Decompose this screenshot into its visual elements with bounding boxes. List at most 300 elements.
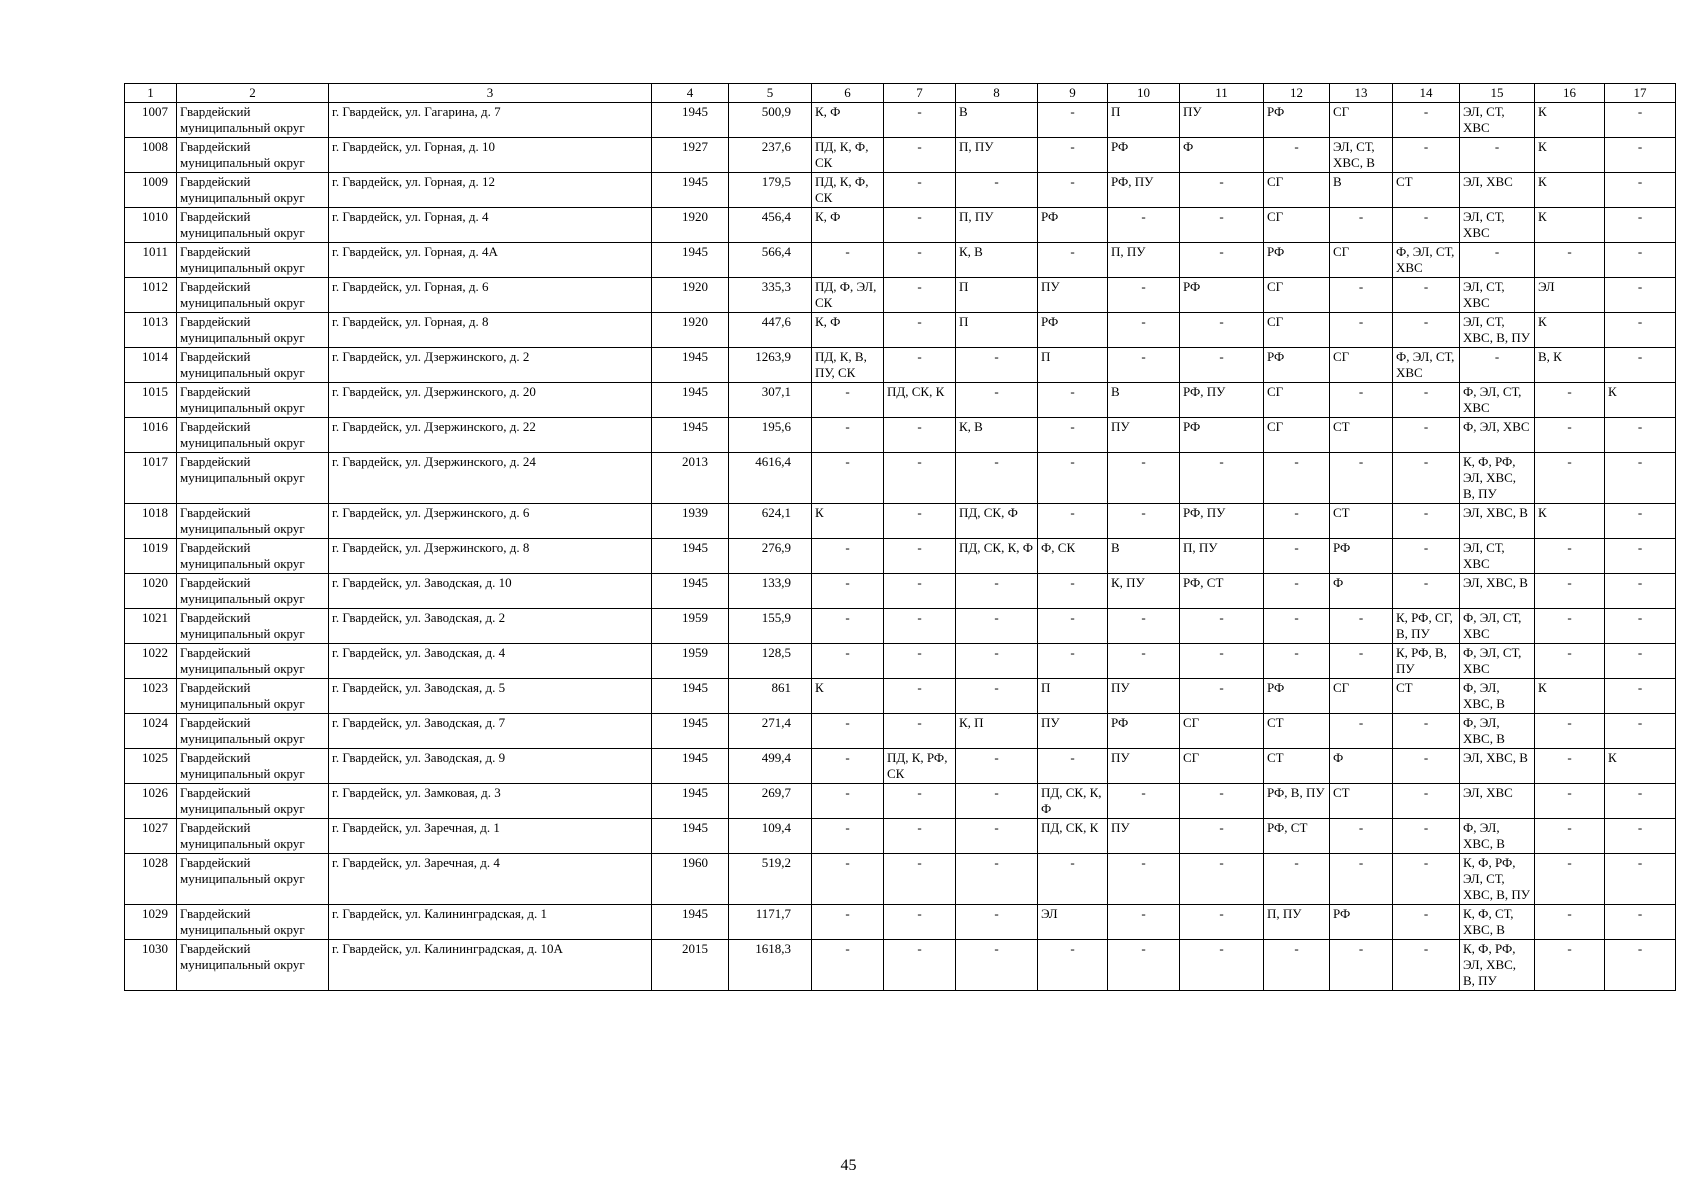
- table-row: [125, 383, 1676, 418]
- cell-col-15: Ф, ЭЛ, ХВС, В: [1460, 679, 1535, 714]
- cell-col-16: -: [1535, 749, 1605, 784]
- cell-address: г. Гвардейск, ул. Дзержинского, д. 22: [329, 418, 652, 453]
- cell-col-7: -: [884, 453, 956, 504]
- cell-col-7: -: [884, 138, 956, 173]
- cell-area: 1171,7: [729, 905, 812, 940]
- cell-col-6: К: [812, 504, 884, 539]
- table-row: [125, 243, 1676, 278]
- cell-col-16: К: [1535, 313, 1605, 348]
- cell-build-year: 1945: [652, 173, 729, 208]
- cell-col-13: СГ: [1330, 348, 1393, 383]
- cell-col-15: Ф, ЭЛ, ХВС: [1460, 418, 1535, 453]
- cell-address: г. Гвардейск, ул. Заводская, д. 5: [329, 679, 652, 714]
- cell-col-14: -: [1393, 574, 1460, 609]
- cell-build-year: 1945: [652, 539, 729, 574]
- cell-row-number: 1023: [125, 679, 177, 714]
- cell-row-number: 1009: [125, 173, 177, 208]
- cell-build-year: 1945: [652, 679, 729, 714]
- cell-col-7: -: [884, 574, 956, 609]
- cell-col-7: -: [884, 313, 956, 348]
- cell-col-13: СТ: [1330, 784, 1393, 819]
- cell-col-17: -: [1605, 905, 1676, 940]
- cell-col-12: СТ: [1264, 749, 1330, 784]
- cell-col-14: -: [1393, 940, 1460, 991]
- cell-col-10: -: [1108, 644, 1180, 679]
- cell-col-14: -: [1393, 103, 1460, 138]
- cell-col-11: Ф: [1180, 138, 1264, 173]
- cell-col-11: -: [1180, 679, 1264, 714]
- cell-col-6: -: [812, 644, 884, 679]
- cell-district: Гвардейский муниципальный округ: [177, 348, 329, 383]
- cell-col-6: ПД, К, Ф, СК: [812, 173, 884, 208]
- cell-build-year: 1920: [652, 313, 729, 348]
- cell-col-16: -: [1535, 819, 1605, 854]
- cell-col-10: РФ: [1108, 714, 1180, 749]
- cell-col-9: -: [1038, 644, 1108, 679]
- cell-col-15: -: [1460, 243, 1535, 278]
- cell-col-14: К, РФ, В, ПУ: [1393, 644, 1460, 679]
- cell-build-year: 1920: [652, 208, 729, 243]
- cell-col-11: -: [1180, 173, 1264, 208]
- cell-address: г. Гвардейск, ул. Горная, д. 4А: [329, 243, 652, 278]
- cell-build-year: 1945: [652, 784, 729, 819]
- cell-col-17: -: [1605, 819, 1676, 854]
- cell-col-8: -: [956, 574, 1038, 609]
- table-row: [125, 819, 1676, 854]
- cell-col-15: -: [1460, 348, 1535, 383]
- cell-col-15: ЭЛ, СТ, ХВС: [1460, 539, 1535, 574]
- table-body: [125, 103, 1676, 991]
- cell-col-12: СГ: [1264, 208, 1330, 243]
- cell-col-16: -: [1535, 609, 1605, 644]
- cell-col-11: -: [1180, 784, 1264, 819]
- cell-col-7: -: [884, 173, 956, 208]
- cell-col-6: -: [812, 383, 884, 418]
- cell-col-13: -: [1330, 854, 1393, 905]
- cell-col-14: Ф, ЭЛ, СТ, ХВС: [1393, 348, 1460, 383]
- cell-col-12: РФ: [1264, 243, 1330, 278]
- cell-col-6: К, Ф: [812, 208, 884, 243]
- cell-col-16: К: [1535, 138, 1605, 173]
- cell-district: Гвардейский муниципальный округ: [177, 940, 329, 991]
- cell-col-17: -: [1605, 313, 1676, 348]
- cell-col-10: -: [1108, 609, 1180, 644]
- table-row: [125, 418, 1676, 453]
- cell-col-17: -: [1605, 278, 1676, 313]
- cell-build-year: 1945: [652, 714, 729, 749]
- cell-col-17: -: [1605, 854, 1676, 905]
- column-header-3: 3: [329, 84, 652, 103]
- cell-build-year: 2015: [652, 940, 729, 991]
- cell-col-12: СГ: [1264, 383, 1330, 418]
- cell-row-number: 1012: [125, 278, 177, 313]
- cell-col-10: К, ПУ: [1108, 574, 1180, 609]
- cell-col-9: Ф, СК: [1038, 539, 1108, 574]
- column-header-11: 11: [1180, 84, 1264, 103]
- cell-address: г. Гвардейск, ул. Заречная, д. 4: [329, 854, 652, 905]
- cell-district: Гвардейский муниципальный округ: [177, 313, 329, 348]
- cell-row-number: 1018: [125, 504, 177, 539]
- cell-col-15: ЭЛ, СТ, ХВС: [1460, 278, 1535, 313]
- cell-area: 566,4: [729, 243, 812, 278]
- cell-col-10: ПУ: [1108, 749, 1180, 784]
- cell-district: Гвардейский муниципальный округ: [177, 539, 329, 574]
- cell-col-13: СТ: [1330, 418, 1393, 453]
- cell-col-14: -: [1393, 138, 1460, 173]
- cell-col-14: -: [1393, 714, 1460, 749]
- cell-col-9: -: [1038, 243, 1108, 278]
- cell-col-15: ЭЛ, СТ, ХВС, В, ПУ: [1460, 313, 1535, 348]
- cell-col-16: -: [1535, 383, 1605, 418]
- cell-address: г. Гвардейск, ул. Заводская, д. 7: [329, 714, 652, 749]
- cell-col-8: -: [956, 940, 1038, 991]
- cell-district: Гвардейский муниципальный округ: [177, 504, 329, 539]
- cell-col-6: -: [812, 418, 884, 453]
- cell-col-11: -: [1180, 348, 1264, 383]
- cell-col-6: -: [812, 539, 884, 574]
- cell-col-17: -: [1605, 714, 1676, 749]
- cell-col-7: -: [884, 208, 956, 243]
- cell-col-17: -: [1605, 243, 1676, 278]
- cell-col-9: ПД, СК, К: [1038, 819, 1108, 854]
- cell-col-8: К, В: [956, 243, 1038, 278]
- cell-col-12: СТ: [1264, 714, 1330, 749]
- cell-col-14: -: [1393, 418, 1460, 453]
- cell-col-14: -: [1393, 453, 1460, 504]
- cell-col-11: -: [1180, 313, 1264, 348]
- cell-build-year: 1945: [652, 574, 729, 609]
- cell-col-7: -: [884, 854, 956, 905]
- cell-address: г. Гвардейск, ул. Заводская, д. 4: [329, 644, 652, 679]
- cell-col-9: -: [1038, 418, 1108, 453]
- cell-district: Гвардейский муниципальный округ: [177, 138, 329, 173]
- cell-col-16: -: [1535, 854, 1605, 905]
- cell-district: Гвардейский муниципальный округ: [177, 609, 329, 644]
- cell-col-6: К: [812, 679, 884, 714]
- cell-area: 447,6: [729, 313, 812, 348]
- cell-area: 307,1: [729, 383, 812, 418]
- cell-col-17: -: [1605, 138, 1676, 173]
- cell-col-10: -: [1108, 278, 1180, 313]
- column-header-8: 8: [956, 84, 1038, 103]
- cell-col-6: ПД, К, Ф, СК: [812, 138, 884, 173]
- column-header-4: 4: [652, 84, 729, 103]
- cell-district: Гвардейский муниципальный округ: [177, 243, 329, 278]
- cell-col-12: СГ: [1264, 173, 1330, 208]
- cell-col-17: -: [1605, 208, 1676, 243]
- cell-col-15: ЭЛ, ХВС, В: [1460, 574, 1535, 609]
- cell-row-number: 1024: [125, 714, 177, 749]
- cell-col-15: К, Ф, РФ, ЭЛ, СТ, ХВС, В, ПУ: [1460, 854, 1535, 905]
- cell-col-11: -: [1180, 453, 1264, 504]
- cell-col-16: -: [1535, 644, 1605, 679]
- cell-col-17: -: [1605, 173, 1676, 208]
- cell-row-number: 1007: [125, 103, 177, 138]
- table-row: [125, 504, 1676, 539]
- cell-col-13: -: [1330, 208, 1393, 243]
- cell-col-10: ПУ: [1108, 418, 1180, 453]
- cell-col-10: -: [1108, 905, 1180, 940]
- table-row: [125, 539, 1676, 574]
- table-row: [125, 138, 1676, 173]
- cell-address: г. Гвардейск, ул. Заводская, д. 2: [329, 609, 652, 644]
- cell-col-16: К: [1535, 173, 1605, 208]
- cell-col-14: -: [1393, 905, 1460, 940]
- cell-col-16: -: [1535, 539, 1605, 574]
- cell-col-7: -: [884, 819, 956, 854]
- cell-col-7: -: [884, 905, 956, 940]
- cell-row-number: 1015: [125, 383, 177, 418]
- cell-address: г. Гвардейск, ул. Заводская, д. 9: [329, 749, 652, 784]
- cell-col-14: К, РФ, СГ, В, ПУ: [1393, 609, 1460, 644]
- cell-address: г. Гвардейск, ул. Заречная, д. 1: [329, 819, 652, 854]
- cell-col-13: В: [1330, 173, 1393, 208]
- cell-col-15: ЭЛ, ХВС, В: [1460, 504, 1535, 539]
- cell-area: 195,6: [729, 418, 812, 453]
- cell-col-6: К, Ф: [812, 103, 884, 138]
- cell-col-15: ЭЛ, ХВС: [1460, 173, 1535, 208]
- cell-col-7: -: [884, 348, 956, 383]
- cell-build-year: 1945: [652, 383, 729, 418]
- cell-col-15: Ф, ЭЛ, ХВС, В: [1460, 714, 1535, 749]
- cell-row-number: 1008: [125, 138, 177, 173]
- cell-col-9: -: [1038, 504, 1108, 539]
- column-header-9: 9: [1038, 84, 1108, 103]
- cell-col-16: -: [1535, 714, 1605, 749]
- cell-col-8: -: [956, 348, 1038, 383]
- cell-district: Гвардейский муниципальный округ: [177, 574, 329, 609]
- cell-row-number: 1011: [125, 243, 177, 278]
- table-row: [125, 574, 1676, 609]
- cell-address: г. Гвардейск, ул. Дзержинского, д. 8: [329, 539, 652, 574]
- cell-col-12: РФ: [1264, 679, 1330, 714]
- cell-area: 1263,9: [729, 348, 812, 383]
- cell-area: 499,4: [729, 749, 812, 784]
- cell-col-15: К, Ф, СТ, ХВС, В: [1460, 905, 1535, 940]
- cell-col-6: -: [812, 749, 884, 784]
- cell-row-number: 1030: [125, 940, 177, 991]
- cell-row-number: 1028: [125, 854, 177, 905]
- cell-col-11: РФ: [1180, 278, 1264, 313]
- cell-col-9: ПД, СК, К, Ф: [1038, 784, 1108, 819]
- cell-col-17: К: [1605, 749, 1676, 784]
- cell-col-14: -: [1393, 208, 1460, 243]
- cell-col-15: Ф, ЭЛ, СТ, ХВС: [1460, 383, 1535, 418]
- cell-col-8: П: [956, 278, 1038, 313]
- cell-col-13: СТ: [1330, 504, 1393, 539]
- column-header-17: 17: [1605, 84, 1676, 103]
- cell-col-13: -: [1330, 940, 1393, 991]
- table-row: [125, 644, 1676, 679]
- cell-col-8: -: [956, 453, 1038, 504]
- cell-area: 624,1: [729, 504, 812, 539]
- cell-district: Гвардейский муниципальный округ: [177, 714, 329, 749]
- cell-col-13: -: [1330, 609, 1393, 644]
- cell-col-11: СГ: [1180, 749, 1264, 784]
- cell-col-9: -: [1038, 103, 1108, 138]
- cell-district: Гвардейский муниципальный округ: [177, 784, 329, 819]
- cell-col-7: -: [884, 504, 956, 539]
- column-header-13: 13: [1330, 84, 1393, 103]
- cell-col-12: РФ: [1264, 103, 1330, 138]
- cell-address: г. Гвардейск, ул. Замковая, д. 3: [329, 784, 652, 819]
- cell-col-7: -: [884, 679, 956, 714]
- cell-col-15: ЭЛ, ХВС, В: [1460, 749, 1535, 784]
- cell-col-9: П: [1038, 348, 1108, 383]
- cell-col-9: -: [1038, 749, 1108, 784]
- column-header-6: 6: [812, 84, 884, 103]
- cell-row-number: 1027: [125, 819, 177, 854]
- cell-col-12: СГ: [1264, 313, 1330, 348]
- cell-col-16: -: [1535, 940, 1605, 991]
- cell-col-16: -: [1535, 784, 1605, 819]
- cell-address: г. Гвардейск, ул. Калининградская, д. 10А: [329, 940, 652, 991]
- column-header-10: 10: [1108, 84, 1180, 103]
- table-row: [125, 348, 1676, 383]
- cell-col-15: К, Ф, РФ, ЭЛ, ХВС, В, ПУ: [1460, 453, 1535, 504]
- cell-col-6: -: [812, 714, 884, 749]
- cell-col-6: -: [812, 940, 884, 991]
- table-row: [125, 453, 1676, 504]
- cell-col-11: РФ, ПУ: [1180, 383, 1264, 418]
- cell-district: Гвардейский муниципальный округ: [177, 453, 329, 504]
- cell-col-8: П: [956, 313, 1038, 348]
- cell-address: г. Гвардейск, ул. Горная, д. 10: [329, 138, 652, 173]
- cell-col-8: П, ПУ: [956, 138, 1038, 173]
- cell-col-11: РФ: [1180, 418, 1264, 453]
- cell-col-11: РФ, СТ: [1180, 574, 1264, 609]
- cell-col-9: -: [1038, 173, 1108, 208]
- cell-col-10: В: [1108, 383, 1180, 418]
- cell-area: 4616,4: [729, 453, 812, 504]
- cell-col-8: ПД, СК, К, Ф: [956, 539, 1038, 574]
- cell-col-14: СТ: [1393, 173, 1460, 208]
- cell-col-16: В, К: [1535, 348, 1605, 383]
- table-row: [125, 905, 1676, 940]
- cell-col-13: -: [1330, 278, 1393, 313]
- cell-col-17: -: [1605, 348, 1676, 383]
- cell-area: 1618,3: [729, 940, 812, 991]
- cell-build-year: 1945: [652, 103, 729, 138]
- column-header-5: 5: [729, 84, 812, 103]
- cell-col-9: -: [1038, 854, 1108, 905]
- table-row: [125, 609, 1676, 644]
- cell-col-6: -: [812, 453, 884, 504]
- cell-district: Гвардейский муниципальный округ: [177, 854, 329, 905]
- table-row: [125, 784, 1676, 819]
- cell-col-13: РФ: [1330, 539, 1393, 574]
- cell-col-8: К, П: [956, 714, 1038, 749]
- cell-build-year: 1939: [652, 504, 729, 539]
- cell-row-number: 1019: [125, 539, 177, 574]
- cell-col-11: -: [1180, 905, 1264, 940]
- cell-col-14: -: [1393, 504, 1460, 539]
- cell-col-9: -: [1038, 609, 1108, 644]
- cell-area: 133,9: [729, 574, 812, 609]
- cell-area: 237,6: [729, 138, 812, 173]
- cell-col-7: -: [884, 609, 956, 644]
- column-header-2: 2: [177, 84, 329, 103]
- cell-col-6: -: [812, 854, 884, 905]
- cell-col-17: -: [1605, 609, 1676, 644]
- cell-col-10: В: [1108, 539, 1180, 574]
- cell-col-9: -: [1038, 940, 1108, 991]
- cell-area: 519,2: [729, 854, 812, 905]
- cell-col-10: ПУ: [1108, 679, 1180, 714]
- cell-col-9: -: [1038, 453, 1108, 504]
- cell-district: Гвардейский муниципальный округ: [177, 644, 329, 679]
- cell-district: Гвардейский муниципальный округ: [177, 208, 329, 243]
- cell-col-9: -: [1038, 574, 1108, 609]
- cell-row-number: 1010: [125, 208, 177, 243]
- cell-col-15: ЭЛ, ХВС: [1460, 784, 1535, 819]
- cell-build-year: 1945: [652, 819, 729, 854]
- cell-col-14: -: [1393, 313, 1460, 348]
- cell-col-12: -: [1264, 574, 1330, 609]
- cell-col-11: -: [1180, 819, 1264, 854]
- cell-col-13: СГ: [1330, 679, 1393, 714]
- cell-col-17: -: [1605, 103, 1676, 138]
- cell-district: Гвардейский муниципальный округ: [177, 418, 329, 453]
- cell-address: г. Гвардейск, ул. Дзержинского, д. 24: [329, 453, 652, 504]
- cell-col-10: П, ПУ: [1108, 243, 1180, 278]
- cell-col-13: -: [1330, 313, 1393, 348]
- cell-col-11: ПУ: [1180, 103, 1264, 138]
- cell-col-16: ЭЛ: [1535, 278, 1605, 313]
- cell-col-11: -: [1180, 609, 1264, 644]
- cell-col-6: -: [812, 574, 884, 609]
- cell-col-9: ПУ: [1038, 714, 1108, 749]
- cell-col-12: -: [1264, 644, 1330, 679]
- cell-row-number: 1025: [125, 749, 177, 784]
- cell-col-17: К: [1605, 383, 1676, 418]
- cell-col-8: К, В: [956, 418, 1038, 453]
- cell-col-17: -: [1605, 504, 1676, 539]
- cell-district: Гвардейский муниципальный округ: [177, 905, 329, 940]
- cell-col-7: -: [884, 278, 956, 313]
- cell-col-17: -: [1605, 418, 1676, 453]
- cell-col-11: -: [1180, 940, 1264, 991]
- cell-col-16: К: [1535, 103, 1605, 138]
- cell-col-14: -: [1393, 819, 1460, 854]
- cell-col-13: СГ: [1330, 103, 1393, 138]
- cell-col-13: Ф: [1330, 574, 1393, 609]
- cell-col-14: СТ: [1393, 679, 1460, 714]
- cell-col-10: -: [1108, 504, 1180, 539]
- cell-area: 456,4: [729, 208, 812, 243]
- cell-col-8: -: [956, 609, 1038, 644]
- cell-col-17: -: [1605, 453, 1676, 504]
- cell-build-year: 1945: [652, 348, 729, 383]
- cell-col-15: Ф, ЭЛ, ХВС, В: [1460, 819, 1535, 854]
- cell-col-12: П, ПУ: [1264, 905, 1330, 940]
- table-row: [125, 208, 1676, 243]
- cell-col-10: П: [1108, 103, 1180, 138]
- cell-col-12: -: [1264, 453, 1330, 504]
- cell-row-number: 1014: [125, 348, 177, 383]
- cell-build-year: 1945: [652, 749, 729, 784]
- cell-col-8: -: [956, 854, 1038, 905]
- cell-col-14: Ф, ЭЛ, СТ, ХВС: [1393, 243, 1460, 278]
- cell-col-7: -: [884, 539, 956, 574]
- cell-col-13: -: [1330, 453, 1393, 504]
- cell-col-11: РФ, ПУ: [1180, 504, 1264, 539]
- cell-col-10: ПУ: [1108, 819, 1180, 854]
- cell-col-6: -: [812, 243, 884, 278]
- cell-col-6: -: [812, 609, 884, 644]
- cell-col-17: -: [1605, 644, 1676, 679]
- cell-district: Гвардейский муниципальный округ: [177, 278, 329, 313]
